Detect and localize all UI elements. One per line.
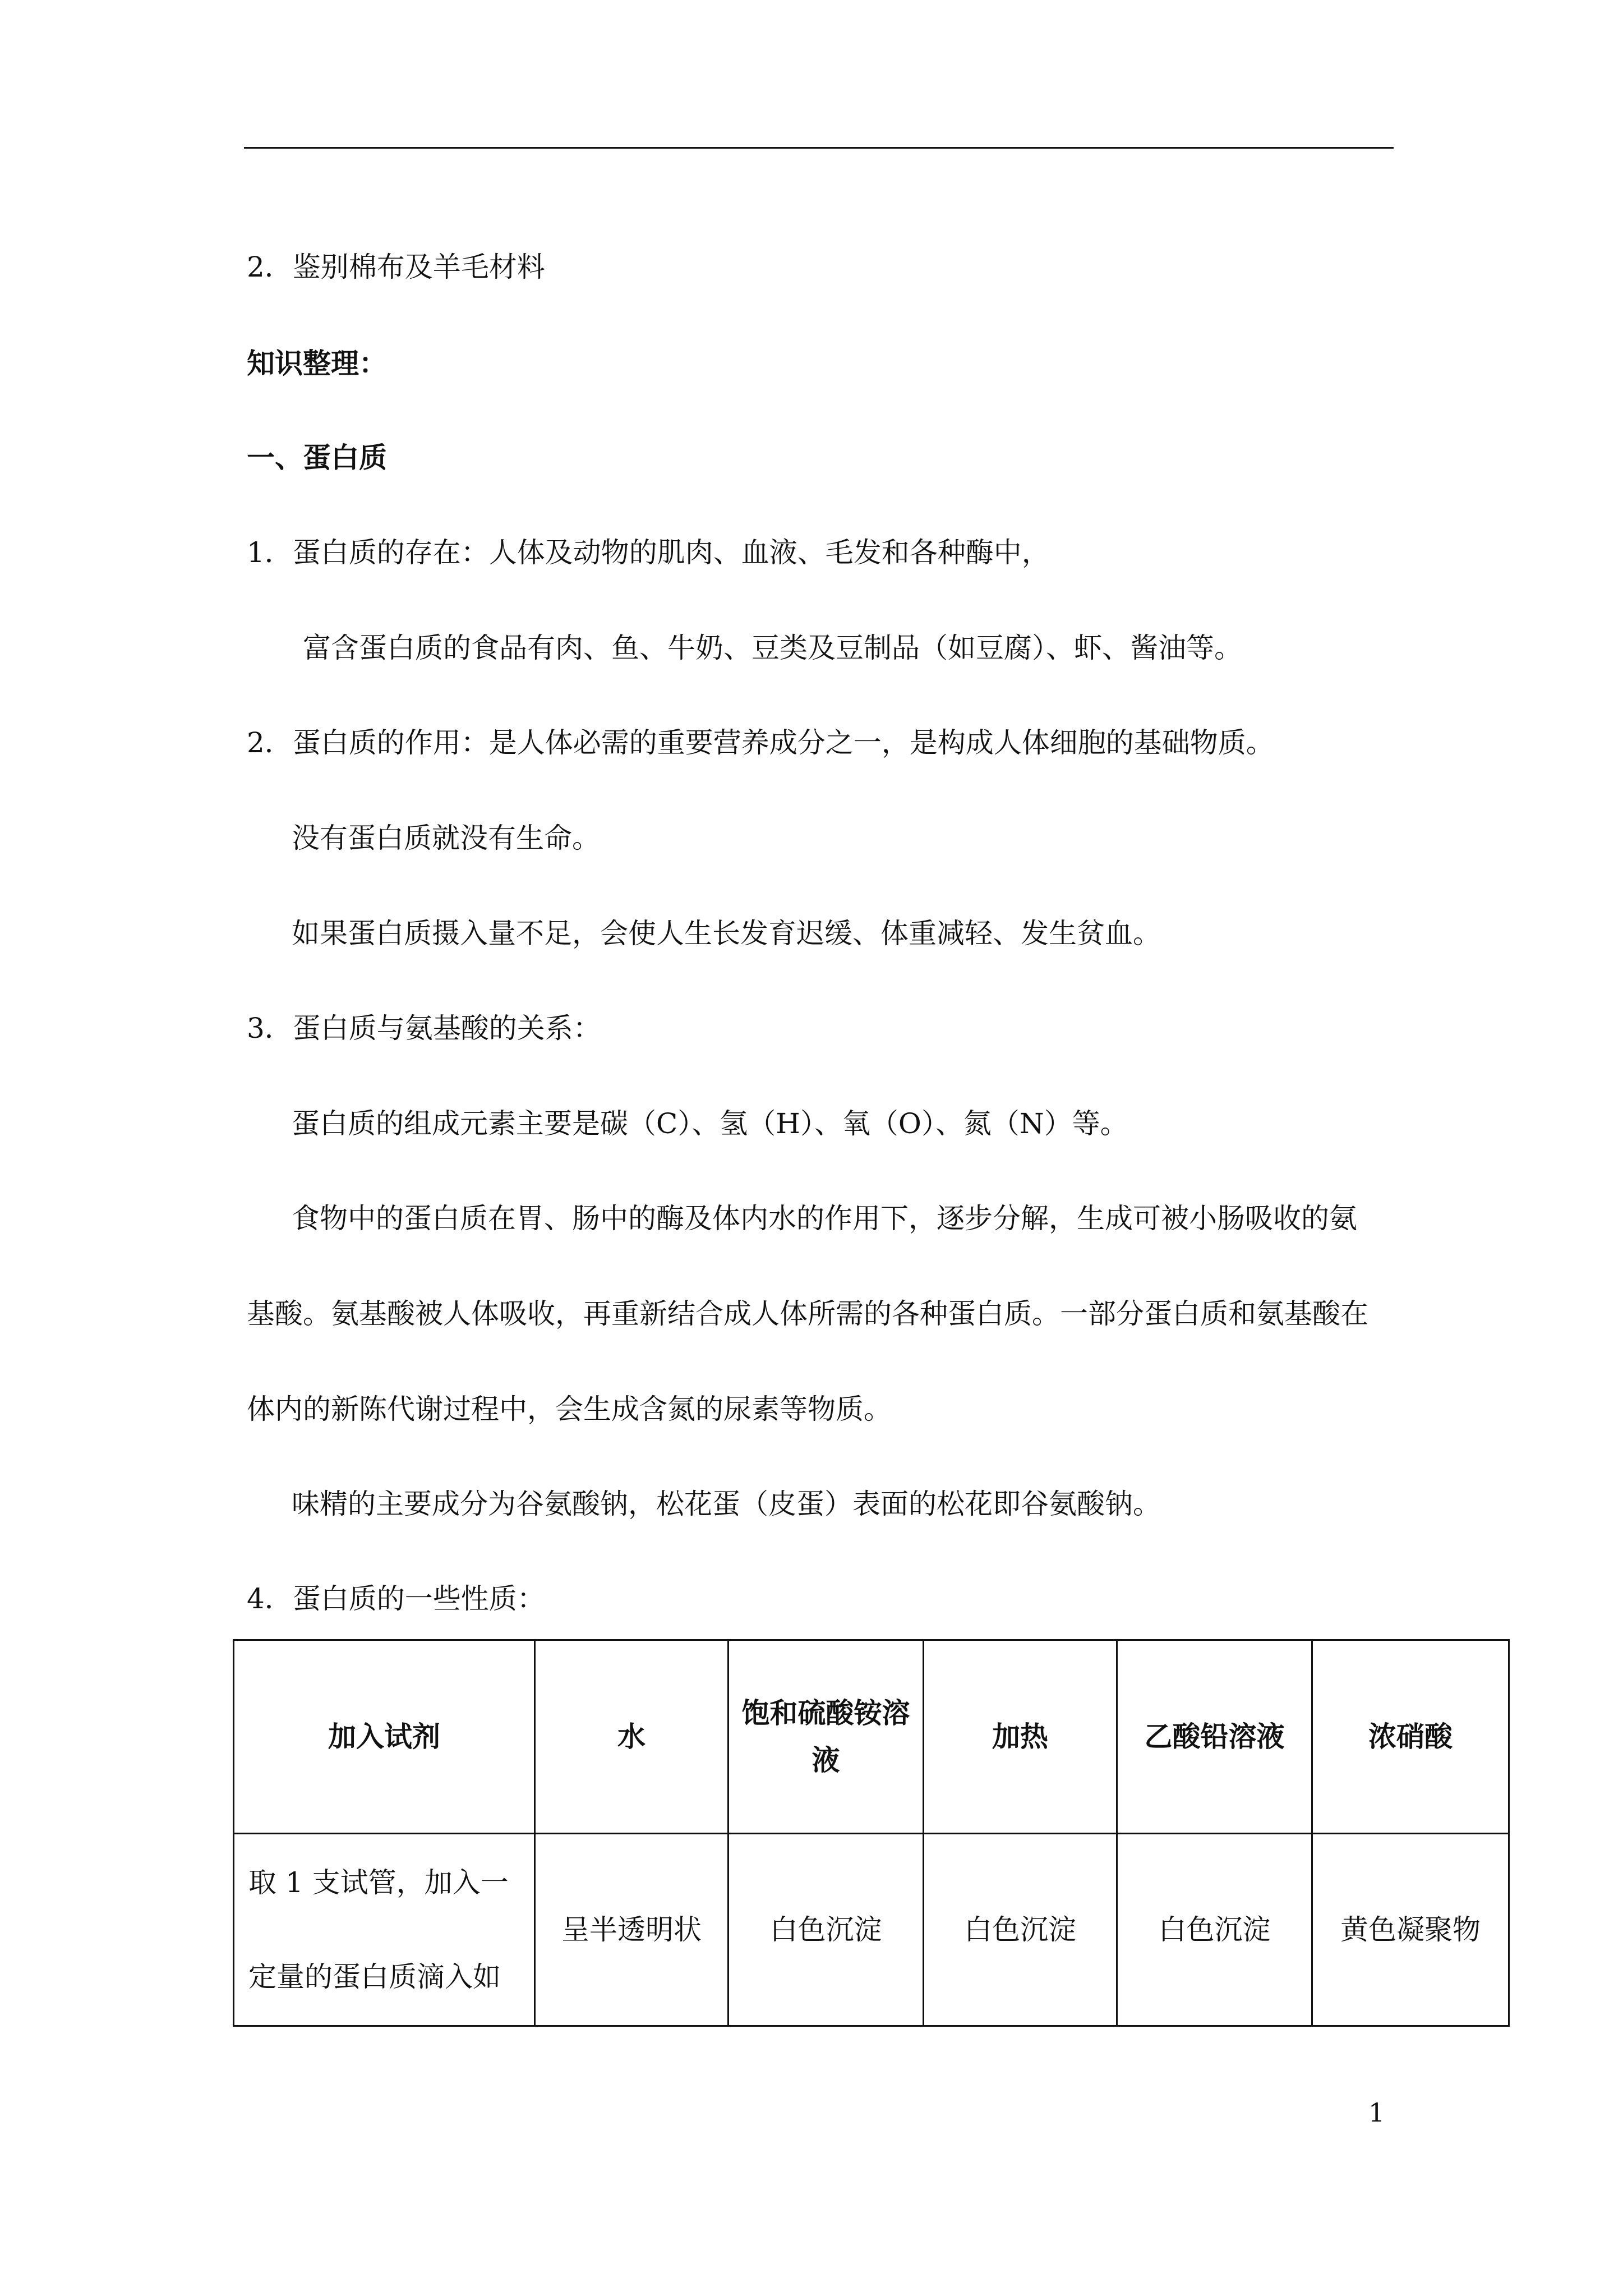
header-cell: 加入试剂 [234,1640,535,1834]
table-row [234,1834,1509,2026]
header-cell: 乙酸铅溶液 [1117,1640,1312,1834]
table-cell: 白色沉淀 [1117,1834,1312,2026]
line-no-life: 没有蛋白质就没有生命。 [292,822,600,854]
header-cell: 浓硝酸 [1312,1640,1509,1834]
table-cell: 取 1 支试管，加入一定量的蛋白质滴入如 [234,1834,535,2026]
line-relation: 3．蛋白质与氨基酸的关系： [247,1012,601,1045]
properties-table [233,1639,1510,2027]
heading-protein: 一、蛋白质 [247,441,387,474]
header-cell: 加热 [924,1640,1117,1834]
line-deficiency: 如果蛋白质摄入量不足，会使人生长发育迟缓、体重减轻、发生贫血。 [292,917,1161,950]
header-cell: 饱和硫酸铵溶液 [728,1640,924,1834]
table-cell: 黄色凝聚物 [1312,1834,1509,2026]
table-header-row [234,1640,1509,1834]
header-rule [244,147,1394,149]
page-number: 1 [1368,2097,1385,2128]
line-digestion-1: 食物中的蛋白质在胃、肠中的酶及体内水的作用下，逐步分解，生成可被小肠吸收的氨 [292,1202,1357,1235]
line-function: 2．蛋白质的作用：是人体必需的重要营养成分之一，是构成人体细胞的基础物质。 [247,726,1274,759]
table-cell: 白色沉淀 [924,1834,1117,2026]
heading-knowledge: 知识整理： [247,347,387,380]
line-digestion-3: 体内的新陈代谢过程中，会生成含氮的尿素等物质。 [247,1393,892,1425]
line-existence: 1．蛋白质的存在：人体及动物的肌肉、血液、毛发和各种酶中， [247,536,1050,569]
line-properties: 4．蛋白质的一些性质： [247,1582,545,1615]
line-section-2: 2．鉴别棉布及羊毛材料 [247,251,545,283]
table-cell: 呈半透明状 [535,1834,728,2026]
header-cell: 水 [535,1640,728,1834]
line-digestion-2: 基酸。氨基酸被人体吸收，再重新结合成人体所需的各种蛋白质。一部分蛋白质和氨基酸在 [247,1297,1368,1330]
line-elements: 蛋白质的组成元素主要是碳（C）、氢（H）、氧（O）、氮（N）等。 [292,1107,1128,1140]
line-msg: 味精的主要成分为谷氨酸钠，松花蛋（皮蛋）表面的松花即谷氨酸钠。 [292,1488,1161,1520]
table-cell: 白色沉淀 [728,1834,924,2026]
line-foods: 富含蛋白质的食品有肉、鱼、牛奶、豆类及豆制品（如豆腐）、虾、酱油等。 [303,632,1242,664]
